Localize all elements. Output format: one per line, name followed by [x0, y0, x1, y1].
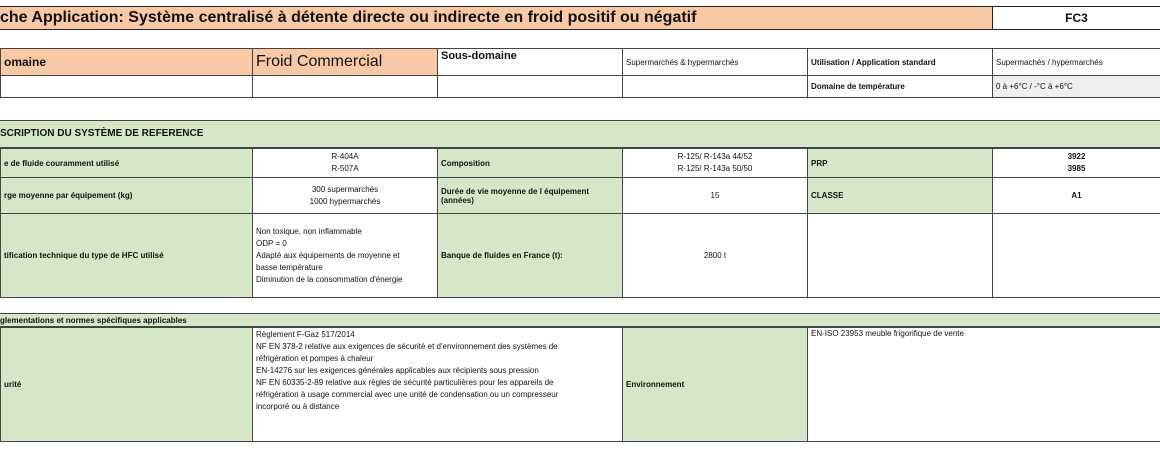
justification-line: ODP = 0: [256, 238, 287, 248]
fluid-type-label: e de fluide couramment utilisé: [1, 149, 253, 178]
security-standard-line: réfrigération et pompes à chaleur: [256, 354, 374, 363]
justification-line: Diminution de la consommation d'énergie: [256, 274, 403, 284]
security-standard-line: NF EN 378-2 relative aux exigences de sécurité et d'environnement des systèmes de: [256, 342, 558, 351]
composition-value: R-125/ R-143a 44/52: [677, 152, 753, 161]
regulation-section-title: glementations et normes spécifiques applicables: [0, 316, 187, 325]
composition-values: [623, 149, 808, 178]
justification-line: basse température: [256, 262, 323, 272]
environment-label: Environnement: [623, 328, 808, 442]
prp-value: 3922: [1067, 152, 1086, 161]
security-standard-line: incorporé ou à distance: [256, 402, 340, 411]
empty-cell: [253, 76, 438, 98]
composition-value: R-125/ R-143a 50/50: [677, 164, 753, 173]
temperature-label: Domaine de température: [808, 76, 993, 98]
security-standards: [253, 328, 623, 442]
fluid-type-values: [253, 149, 438, 178]
justification-line: Adapté aux équipements de moyenne et: [256, 250, 400, 260]
subdomain-value: Supermarchés & hypermarchés: [623, 49, 808, 76]
class-value: A1: [993, 178, 1160, 214]
reference-table: [0, 148, 1160, 298]
reference-section-header: [0, 120, 1160, 148]
regulation-section-header: [0, 313, 1160, 327]
empty-cell: [1, 76, 253, 98]
average-charge-values: [253, 178, 438, 214]
empty-cell: [438, 76, 623, 98]
justification-label: tification technique du type de HFC utilisé: [1, 214, 253, 298]
domain-label: omaine: [1, 49, 253, 76]
empty-cell: [993, 214, 1160, 298]
lifetime-label: Durée de vie moyenne de l équipement (années): [438, 178, 623, 214]
security-standard-line: NF EN 60335-2-89 relative aux règles de sécurité particulières pour les appareils de: [256, 378, 554, 387]
prp-label: PRP: [808, 149, 993, 178]
reference-section-title: SCRIPTION DU SYSTÈME DE REFERENCE: [0, 128, 204, 139]
lifetime-value: 15: [623, 178, 808, 214]
empty-cell: [808, 214, 993, 298]
usage-value: Supermachés / hypermarchés: [993, 49, 1160, 76]
composition-label: Composition: [438, 149, 623, 178]
sheet-code: FC3: [992, 6, 1160, 30]
fluid-type-value: R-507A: [331, 164, 359, 173]
security-standard-line: EN-14276 sur les exigences générales applicables aux récipients sous pression: [256, 366, 539, 375]
average-charge-value: 1000 hypermarchés: [309, 196, 381, 206]
security-label: urité: [1, 328, 253, 442]
class-label: CLASSE: [808, 178, 993, 214]
justification-values: [253, 214, 438, 298]
prp-value: 3985: [1067, 164, 1086, 173]
security-standard-line: réfrigération à usage commercial avec une unité de condensation ou un compresseur: [256, 390, 559, 399]
empty-cell: [623, 76, 808, 98]
fluid-bank-label: Banque de fluides en France (t):: [438, 214, 623, 298]
environment-value: EN-ISO 23953 meuble frigorifique de vente: [808, 328, 1160, 442]
prp-values: [993, 149, 1160, 178]
subdomain-label: Sous-domaine: [438, 49, 623, 76]
average-charge-label: rge moyenne par équipement (kg): [1, 178, 253, 214]
security-standard-line: Règlement F-Gaz 517/2014: [256, 330, 355, 339]
average-charge-value: 300 supermarchés: [311, 184, 379, 194]
usage-label: Utilisation / Application standard: [808, 49, 993, 76]
fluid-bank-value: 2800 t: [623, 214, 808, 298]
domain-table: [0, 48, 1160, 98]
justification-line: Non toxique, non inflammable: [256, 226, 362, 236]
fluid-type-value: R-404A: [331, 152, 359, 161]
temperature-value: 0 à +6°C / -°C à +6°C: [993, 76, 1160, 98]
domain-value: Froid Commercial: [253, 49, 438, 76]
sheet-title: che Application: Système centralisé à détente directe ou indirecte en froid positif ou négatif: [0, 9, 697, 26]
regulation-table: [0, 327, 1160, 442]
